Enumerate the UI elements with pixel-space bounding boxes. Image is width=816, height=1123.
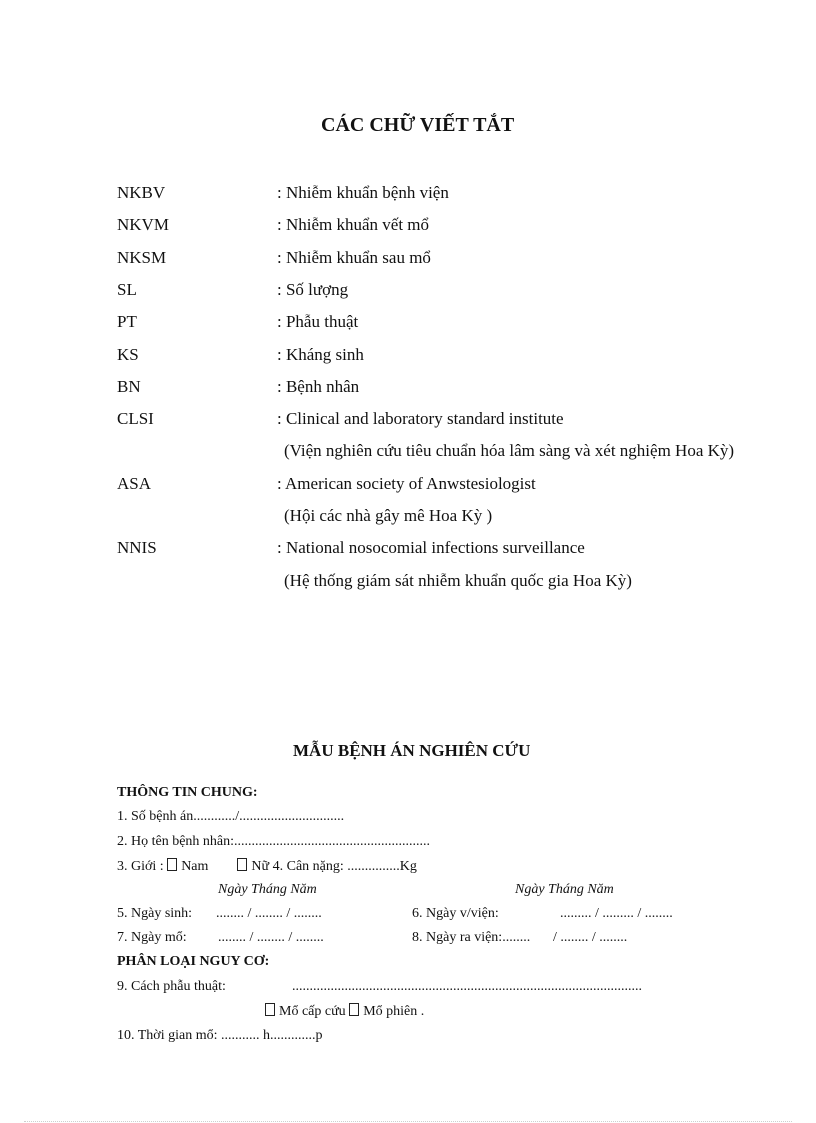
abbreviation-definition: : National nosocomial infections surveillance xyxy=(277,538,585,558)
checkbox-emergency-surgery[interactable] xyxy=(265,1003,275,1016)
field-surgery-date[interactable]: ........ / ........ / ........ xyxy=(218,930,324,945)
abbreviation-definition: : Nhiễm khuẩn bệnh viện xyxy=(277,183,449,202)
elective-surgery-label: Mổ phiên . xyxy=(363,1004,425,1019)
page-bottom-divider xyxy=(24,1121,792,1122)
abbreviation-term: NNIS xyxy=(117,538,157,558)
abbreviation-definition: : Kháng sinh xyxy=(277,344,364,364)
abbreviation-definition: : Số lượng xyxy=(277,279,349,299)
checkbox-elective-surgery[interactable] xyxy=(349,1003,359,1016)
field-discharge-date-label: 8. Ngày ra viện:........ xyxy=(412,930,531,945)
abbreviation-definition: : American society of Anwstesiologist xyxy=(277,473,536,493)
field-surgery-method[interactable]: .................................................................................................... xyxy=(292,979,642,994)
abbreviation-definition: : Phẫu thuật xyxy=(277,312,359,332)
field-discharge-date[interactable]: / ........ / ........ xyxy=(553,930,628,945)
field-surgery-method-label: 9. Cách phẫu thuật: xyxy=(117,979,226,994)
checkbox-male[interactable] xyxy=(167,858,177,871)
abbreviation-term: PT xyxy=(117,312,137,332)
abbreviation-note: (Hội các nhà gây mê Hoa Kỳ ) xyxy=(284,506,493,525)
section-general-info: THÔNG TIN CHUNG: xyxy=(117,785,258,800)
abbreviation-note: (Hệ thống giám sát nhiễm khuẩn quốc gia Hoa Kỳ) xyxy=(284,570,632,590)
field-birth-date[interactable]: ........ / ........ / ........ xyxy=(216,906,322,921)
abbreviation-definition: : Bệnh nhân xyxy=(277,376,360,396)
field-admission-date[interactable]: ......... / ......... / ........ xyxy=(560,906,673,921)
date-header-right: Ngày Tháng Năm xyxy=(515,882,614,897)
abbreviation-term: KS xyxy=(117,344,139,364)
abbreviation-term: NKBV xyxy=(117,183,166,202)
abbreviation-definition: : Nhiễm khuẩn sau mổ xyxy=(277,247,431,267)
field-birth-date-label: 5. Ngày sinh: xyxy=(117,906,193,921)
abbreviation-term: BN xyxy=(117,376,141,396)
checkbox-female[interactable] xyxy=(237,858,247,871)
gender-label: 3. Giới : xyxy=(117,859,168,874)
form-title: MẪU BỆNH ÁN NGHIÊN CỨU xyxy=(293,741,531,760)
abbreviation-definition: : Clinical and laboratory standard institute xyxy=(277,409,564,429)
gender-female-label: Nữ xyxy=(251,859,270,874)
field-patient-name[interactable]: 2. Họ tên bệnh nhân:........................................................ xyxy=(117,834,431,849)
abbreviation-note: (Viện nghiên cứu tiêu chuẩn hóa lâm sàng và xét nghiệm Hoa Kỳ) xyxy=(284,441,735,461)
abbreviation-term: SL xyxy=(117,279,137,299)
abbreviation-term: NKSM xyxy=(117,247,167,267)
section-risk-classification: PHÂN LOẠI NGUY CƠ: xyxy=(117,954,270,969)
surgery-type-options xyxy=(265,1003,424,1020)
field-record-number[interactable]: 1. Số bệnh án............/.............................. xyxy=(117,809,345,824)
field-surgery-duration[interactable]: 10. Thời gian mổ: ........... h.............p xyxy=(117,1028,323,1043)
abbreviation-term: CLSI xyxy=(117,409,154,429)
abbreviations-title: CÁC CHỮ VIẾT TẮT xyxy=(321,114,515,136)
abbreviation-term: NKVM xyxy=(117,215,169,235)
field-surgery-date-label: 7. Ngày mổ: xyxy=(117,930,187,945)
field-gender-weight-row xyxy=(117,858,417,875)
emergency-surgery-label: Mổ cấp cứu xyxy=(279,1004,346,1019)
gender-male-label: Nam xyxy=(181,859,209,874)
field-weight[interactable]: 4. Cân nặng: ...............Kg xyxy=(272,859,417,874)
abbreviation-definition: : Nhiễm khuẩn vết mổ xyxy=(277,215,430,235)
date-header-left: Ngày Tháng Năm xyxy=(218,882,317,897)
abbreviation-term: ASA xyxy=(117,473,152,493)
field-admission-date-label: 6. Ngày v/viện: xyxy=(412,906,499,921)
